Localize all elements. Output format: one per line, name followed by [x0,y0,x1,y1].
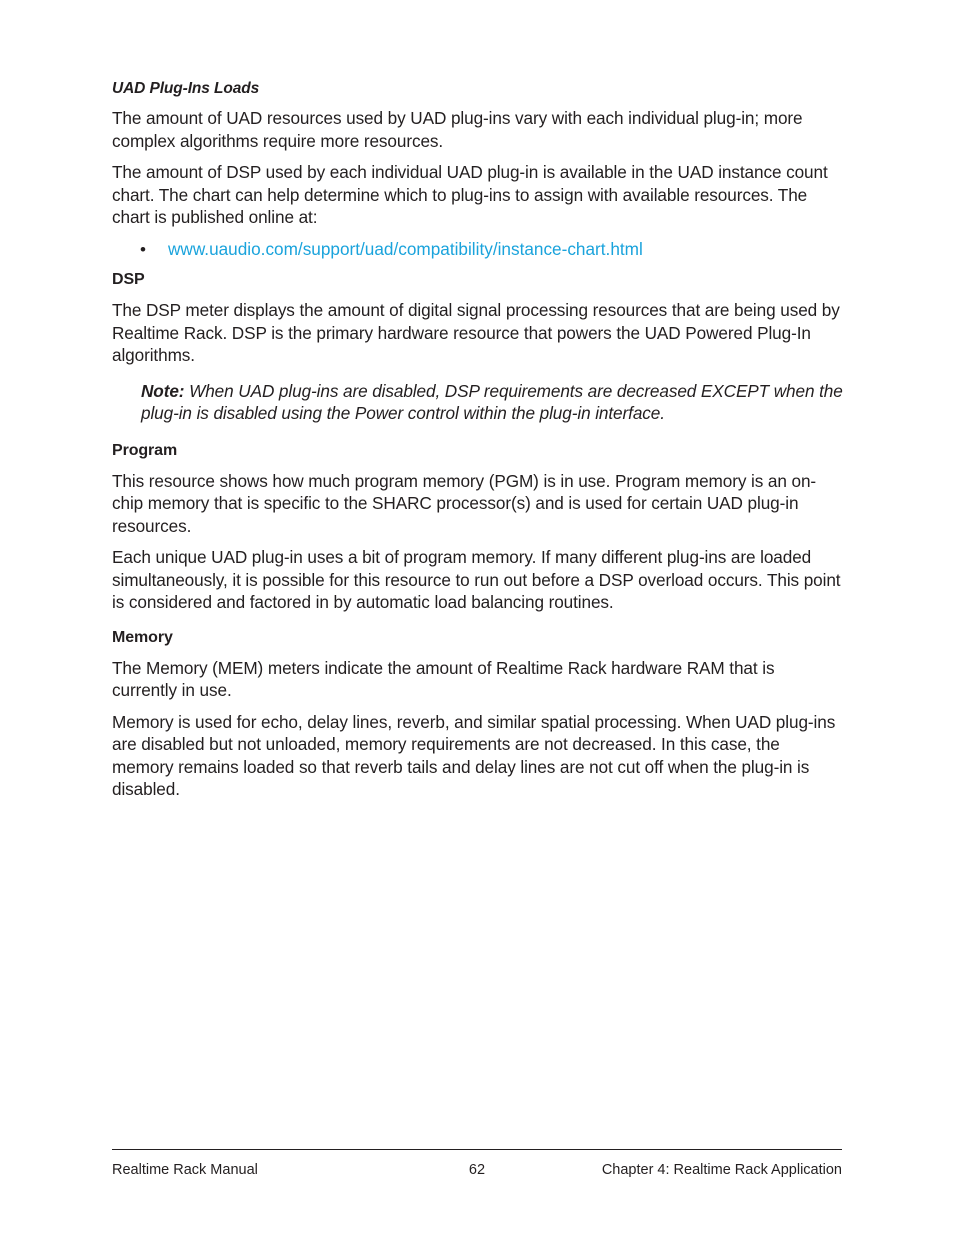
section-heading-dsp: DSP [112,271,145,288]
uad-loads-paragraph-1: The amount of UAD resources used by UAD plug-ins vary with each individual plug-in; more complex algorithms require more resources. [112,108,803,151]
program-paragraph-1: This resource shows how much program memory (PGM) is in use. Program memory is an on-chip memory that is specific to the SHARC processor(s) and is used for certain UAD plug-in resources. [112,470,817,536]
page-content [112,80,844,810]
footer-page-number: 62 [468,1162,486,1178]
dsp-note [141,380,844,425]
link-list-item [112,238,844,262]
program-paragraph-2: Each unique UAD plug-in uses a bit of program memory. If many different plug-ins are loaded simultaneously, it is possible for this resource to run out before a DSP overload occurs. This point is considered and factored in by automatic load balancing routines. [112,547,841,612]
bullet-icon: • [140,239,146,259]
footer-divider [112,1149,842,1150]
footer-chapter-title: Chapter 4: Realtime Rack Application [601,1162,842,1178]
section-heading-uad-loads: UAD Plug-Ins Loads [112,80,260,97]
note-text: When UAD plug-ins are disabled, DSP requirements are decreased EXCEPT when the plug-in is disabled using the Power control within the plug-in interface. [141,380,843,423]
memory-paragraph-2: Memory is used for echo, delay lines, reverb, and similar spatial processing. When UAD plug-ins are disabled but not unloaded, memory requirements are not decreased. In this case, the memory remains loaded so that reverb tails and delay lines are not cut off when the plug-in is disabled. [112,711,836,799]
uad-loads-paragraph-2: The amount of DSP used by each individual UAD plug-in is available in the UAD instance count chart. The chart can help determine which to plug-ins to assign with available resources. The chart is published online at: [112,162,828,227]
note-label: Note: [141,380,185,401]
dsp-paragraph-1: The DSP meter displays the amount of digital signal processing resources that are being used by Realtime Rack. DSP is the primary hardware resource that powers the UAD Powered Plug-In algorithms. [112,300,840,365]
footer-manual-title: Realtime Rack Manual [112,1162,258,1178]
section-heading-program: Program [112,441,178,459]
memory-paragraph-1: The Memory (MEM) meters indicate the amount of Realtime Rack hardware RAM that is currently in use. [112,657,775,700]
instance-chart-link[interactable]: www.uaudio.com/support/uad/compatibility/instance-chart.html [168,238,643,259]
section-heading-memory: Memory [112,628,173,646]
